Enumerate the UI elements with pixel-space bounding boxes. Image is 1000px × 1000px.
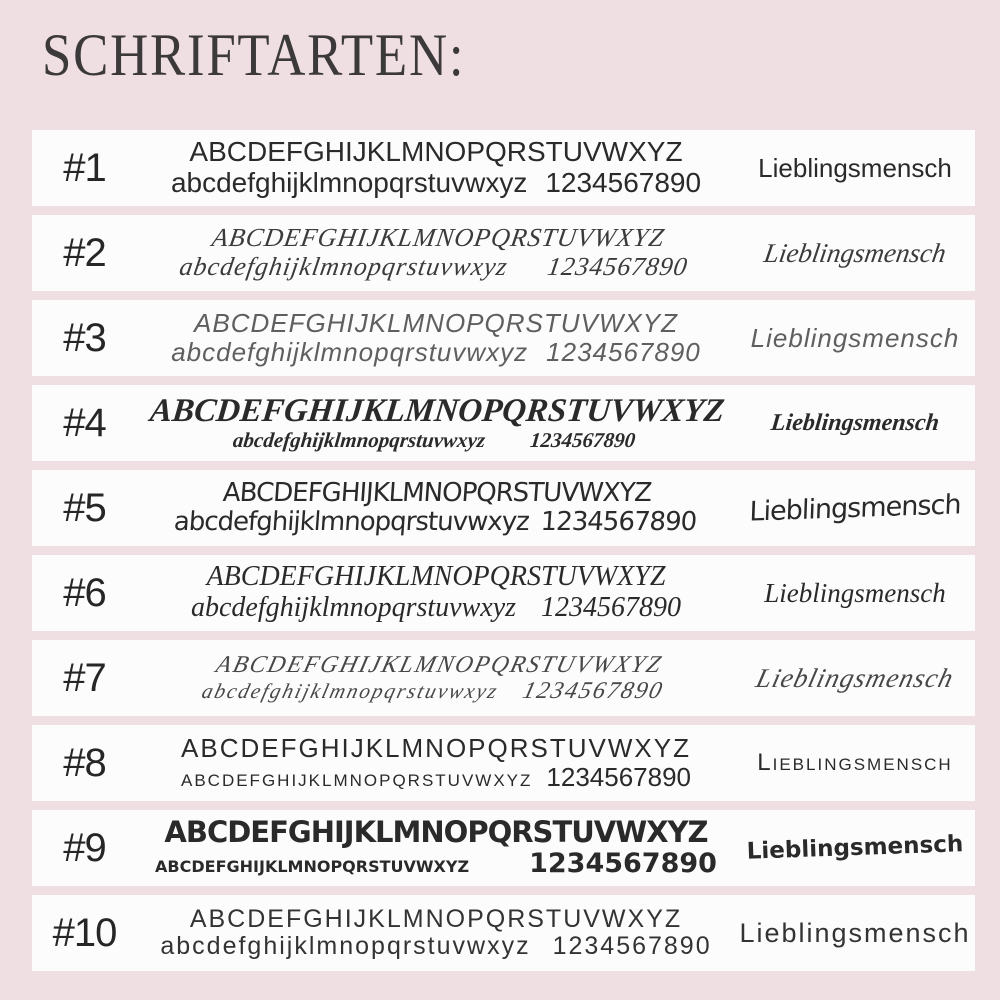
lowercase-alphabet: ABCDEFGHIJKLMNOPQRSTUVWXYZ bbox=[155, 857, 470, 877]
font-row-5 bbox=[32, 470, 975, 546]
lowercase-and-digits bbox=[137, 933, 735, 961]
font-specimen bbox=[130, 652, 741, 705]
lowercase-alphabet: abcdefghijklmnopqrstuvwxyz bbox=[190, 592, 517, 623]
font-row-9 bbox=[32, 810, 975, 886]
font-specimen bbox=[137, 562, 735, 624]
lowercase-alphabet: abcdefghijklmnopqrstuvwxyz bbox=[172, 507, 530, 537]
lowercase-and-digits bbox=[137, 338, 735, 367]
font-row-3 bbox=[32, 300, 975, 376]
font-specimen bbox=[134, 393, 738, 452]
font-number: #5 bbox=[63, 485, 106, 530]
font-specimen bbox=[137, 137, 735, 199]
sample-word: Lieblingsmensch bbox=[758, 152, 952, 183]
font-number: #6 bbox=[63, 570, 106, 615]
digit-set: 1234567890 bbox=[541, 592, 682, 623]
sample-word: Lieblingsmensch bbox=[746, 831, 964, 865]
lowercase-and-digits bbox=[135, 508, 735, 537]
font-number: #1 bbox=[63, 145, 106, 190]
sample-word: Lieblingsmensch bbox=[750, 322, 960, 353]
font-specimen bbox=[137, 309, 735, 366]
font-row-4 bbox=[32, 385, 975, 461]
digit-set: 1234567890 bbox=[546, 761, 692, 792]
uppercase-alphabet: ABCDEFGHIJKLMNOPQRSTUVWXYZ bbox=[189, 136, 683, 168]
uppercase-alphabet: ABCDEFGHIJKLMNOPQRSTUVWXYZ bbox=[164, 815, 708, 850]
font-row-10 bbox=[32, 895, 975, 971]
digit-set: 1234567890 bbox=[545, 167, 702, 198]
font-number: #4 bbox=[63, 400, 106, 445]
lowercase-and-digits bbox=[137, 849, 735, 879]
digit-set: 1234567890 bbox=[529, 848, 717, 880]
font-number: #10 bbox=[52, 910, 117, 955]
sample-word: Lieblingsmensch bbox=[761, 237, 949, 268]
font-specimen bbox=[137, 734, 735, 792]
sample-word: Lieblingsmensch bbox=[748, 488, 962, 528]
lowercase-and-digits bbox=[134, 430, 734, 453]
lowercase-alphabet: abcdefghijklmnopqrstuvwxyz bbox=[171, 337, 529, 367]
font-specimen bbox=[137, 817, 735, 879]
digit-set: 1234567890 bbox=[552, 932, 712, 960]
lowercase-alphabet: abcdefghijklmnopqrstuvwxyz bbox=[170, 167, 528, 198]
uppercase-alphabet: ABCDEFGHIJKLMNOPQRSTUVWXYZ bbox=[221, 478, 653, 509]
font-specimen bbox=[137, 906, 735, 961]
font-row-7 bbox=[32, 640, 975, 716]
lowercase-alphabet: abcdefghijklmnopqrstuvwxyz bbox=[231, 428, 487, 453]
font-row-6 bbox=[32, 555, 975, 631]
font-number: #8 bbox=[63, 740, 106, 785]
lowercase-and-digits bbox=[132, 253, 735, 282]
font-row-2 bbox=[32, 215, 975, 291]
uppercase-alphabet: ABCDEFGHIJKLMNOPQRSTUVWXYZ bbox=[210, 223, 667, 253]
font-row-8 bbox=[32, 725, 975, 801]
lowercase-and-digits bbox=[137, 763, 735, 792]
lowercase-alphabet: abcdefghijklmnopqrstuvwxyz bbox=[199, 679, 502, 703]
digit-set: 1234567890 bbox=[519, 678, 667, 704]
font-specimen bbox=[135, 479, 737, 536]
sample-word: Lieblingsmensch bbox=[753, 662, 958, 693]
font-number: #9 bbox=[63, 825, 106, 870]
lowercase-alphabet: abcdefghijklmnopqrstuvwxyz bbox=[177, 252, 511, 281]
font-specimen-page bbox=[0, 22, 1000, 1000]
lowercase-alphabet: abcdefghijklmnopqrstuvwxyz bbox=[180, 764, 533, 792]
uppercase-alphabet: ABCDEFGHIJKLMNOPQRSTUVWXYZ bbox=[206, 561, 666, 593]
sample-word: lieblingsmensch bbox=[757, 749, 953, 776]
digit-set: 1234567890 bbox=[528, 428, 637, 453]
font-number: #7 bbox=[63, 655, 106, 700]
sample-word: Lieblingsmensch bbox=[764, 577, 946, 608]
font-number: #2 bbox=[63, 230, 106, 275]
lowercase-alphabet: abcdefghijklmnopqrstuvwxyz bbox=[160, 932, 531, 960]
uppercase-alphabet: ABCDEFGHIJKLMNOPQRSTUVWXYZ bbox=[189, 904, 683, 933]
digit-set: 1234567890 bbox=[539, 507, 698, 537]
digit-set: 1234567890 bbox=[546, 337, 701, 367]
uppercase-alphabet: ABCDEFGHIJKLMNOPQRSTUVWXYZ bbox=[181, 733, 691, 763]
font-specimen bbox=[132, 224, 739, 281]
uppercase-alphabet: ABCDEFGHIJKLMNOPQRSTUVWXYZ bbox=[213, 651, 666, 678]
font-row-1 bbox=[32, 130, 975, 206]
sample-word: Lieblingsmensch bbox=[769, 409, 941, 436]
sample-word: Lieblingsmensch bbox=[739, 917, 971, 948]
page-title: SCHRIFTARTEN: bbox=[42, 22, 466, 88]
uppercase-alphabet: ABCDEFGHIJKLMNOPQRSTUVWXYZ bbox=[148, 393, 727, 430]
lowercase-and-digits bbox=[130, 678, 735, 704]
lowercase-and-digits bbox=[137, 593, 735, 624]
uppercase-alphabet: ABCDEFGHIJKLMNOPQRSTUVWXYZ bbox=[194, 308, 678, 339]
font-list bbox=[32, 130, 975, 971]
digit-set: 1234567890 bbox=[545, 252, 691, 281]
font-number: #3 bbox=[63, 315, 106, 360]
lowercase-and-digits bbox=[137, 168, 735, 199]
